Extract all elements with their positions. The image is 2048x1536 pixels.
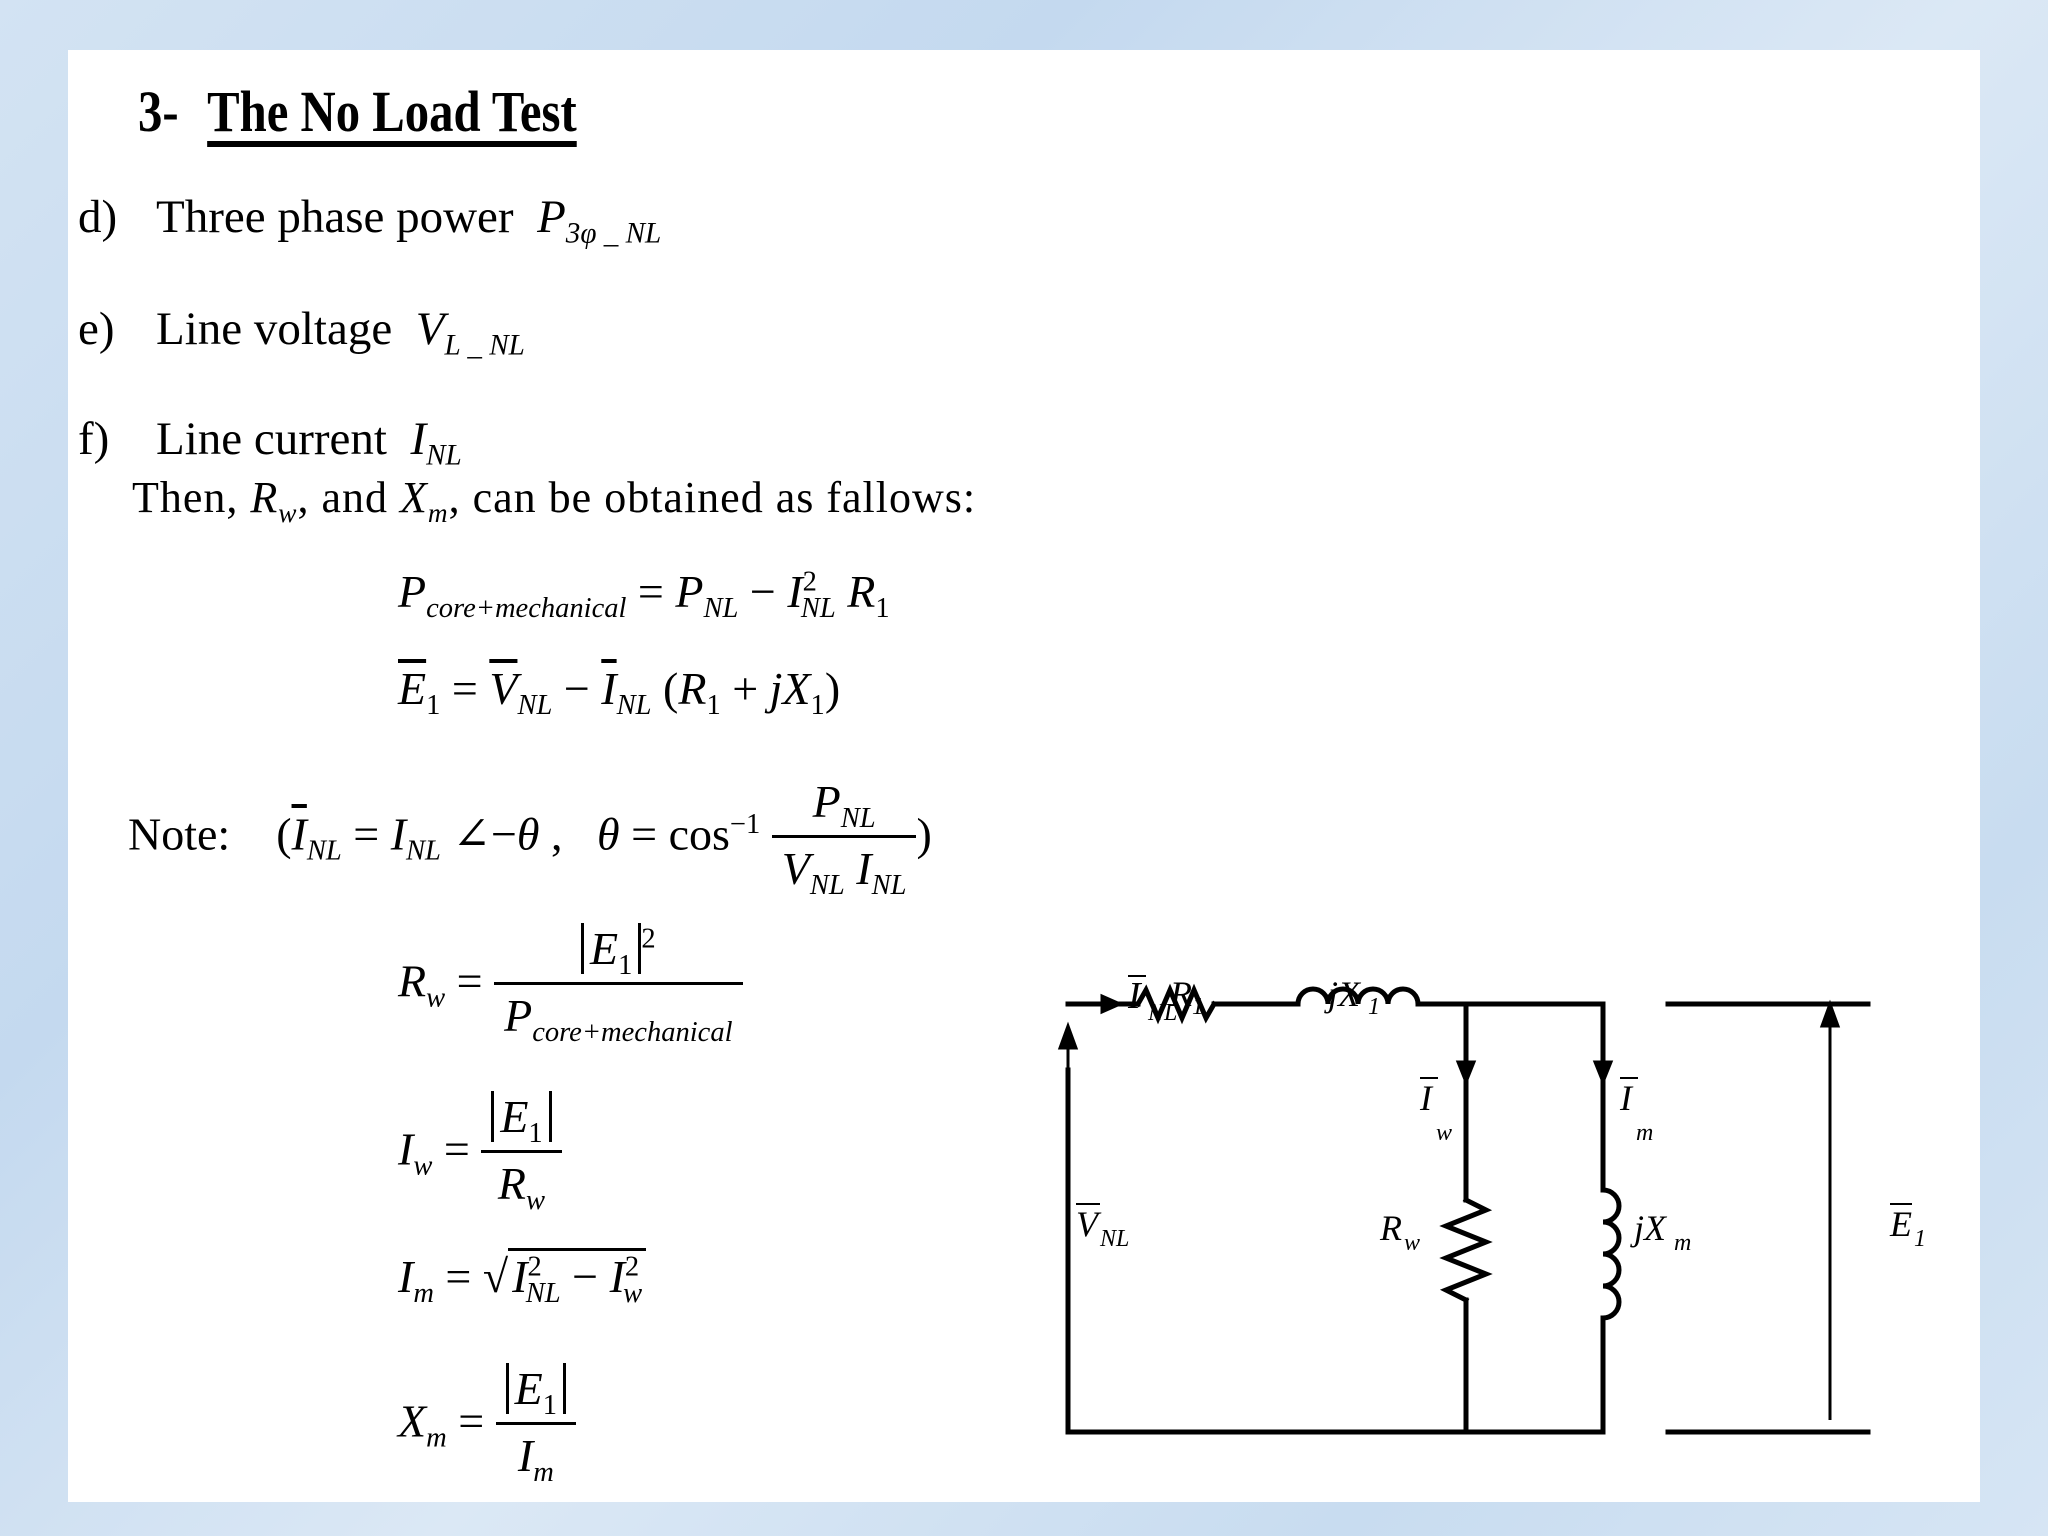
label-vnl: V xyxy=(1076,1204,1098,1244)
item-symbol: I xyxy=(410,413,427,465)
arrow-vnl-head xyxy=(1060,1026,1076,1048)
label-im: I xyxy=(1620,1078,1632,1118)
label-jx1: jX xyxy=(1328,974,1360,1014)
label-r1: R xyxy=(1170,974,1192,1014)
item-label: Three phase power xyxy=(156,191,514,243)
note-fraction: $\frac{P_{NL}}{V_{NL} I_{NL}}$ xyxy=(772,775,917,902)
then-post: , can be obtained as fallows: xyxy=(448,473,977,522)
list-item-e xyxy=(78,302,525,362)
label-inl-sub: NL xyxy=(1148,1000,1178,1026)
arrow-inl-head xyxy=(1102,996,1120,1012)
item-marker: f) xyxy=(78,413,110,465)
equation-rw: $R_w$ = $\frac{E_1^2}{P_{core+mechanical}}$ xyxy=(398,922,743,1049)
then-sentence: Then, $R_w$, and $X_m$, can be obtained as fallows: xyxy=(132,473,977,528)
label-r1-sub: 1 xyxy=(1192,994,1204,1020)
arrow-im-head xyxy=(1595,1062,1611,1082)
item-symbol-sub: 3φ _ NL xyxy=(565,217,662,250)
note-line: Note: ($\overline{I}_{NL} = I_{NL}$ ∠−θ , $\theta = \cos^{-1}$ $\frac{P_{NL}}{V_{NL} I_{NL}}$ ) xyxy=(128,776,932,902)
equation-iw: $I_w$ = $\frac{E_1}{R_w}$ xyxy=(398,1090,562,1217)
inductor-xm xyxy=(1603,1190,1619,1318)
item-symbol: V xyxy=(415,303,445,355)
arrow-iw-head xyxy=(1458,1062,1474,1082)
item-label: Line current xyxy=(156,413,387,465)
resistor-rw xyxy=(1446,1200,1486,1300)
equation-xm: $X_m$ = $\frac{E_1}{I_m}$ xyxy=(398,1362,576,1489)
label-inl: I xyxy=(1128,975,1141,1017)
slide xyxy=(68,50,1980,1502)
label-e1-sub: 1 xyxy=(1914,1226,1926,1252)
item-symbol-sub: NL xyxy=(426,439,462,472)
arrow-e1-head xyxy=(1822,1004,1838,1026)
equation-e1: $\overline{E}_1 = \overline{V}_{NL} - \overline{I}_{NL}$ $(R_1 + jX_1)$ xyxy=(398,663,841,722)
label-iw-sub: w xyxy=(1436,1120,1453,1146)
list-item-d xyxy=(78,190,661,250)
label-vnl-sub: NL xyxy=(1100,1226,1130,1252)
label-jxm-sub: m xyxy=(1674,1230,1692,1256)
label-rw-sub: w xyxy=(1404,1230,1421,1256)
label-e1: E xyxy=(1890,1204,1912,1244)
label-iw: I xyxy=(1420,1078,1432,1118)
label-im-sub: m xyxy=(1636,1120,1654,1146)
item-symbol: P xyxy=(537,191,566,243)
equation-core-power: $P_{core+mechanical} = P_{NL} - I^2_{NL}$ $R_1$ xyxy=(398,566,890,625)
note-label: Note: xyxy=(128,808,231,860)
item-marker: d) xyxy=(78,191,118,243)
section-number: 3- xyxy=(138,79,179,144)
page-title xyxy=(138,78,577,145)
equivalent-circuit-diagram xyxy=(1028,910,1978,1450)
item-marker: e) xyxy=(78,303,115,355)
then-mid: , and xyxy=(297,473,389,522)
list-item-f xyxy=(78,412,462,472)
item-label: Line voltage xyxy=(156,303,393,355)
section-title: The No Load Test xyxy=(207,79,577,144)
label-rw: R xyxy=(1380,1208,1402,1248)
equation-im: $I_m = √I^2_{NL} - I^2_w$ xyxy=(398,1250,646,1310)
item-symbol-sub: L _ NL xyxy=(444,329,525,362)
then-pre: Then, xyxy=(132,473,239,522)
label-jxm: jX xyxy=(1634,1208,1666,1248)
label-jx1-sub: 1 xyxy=(1368,994,1380,1020)
